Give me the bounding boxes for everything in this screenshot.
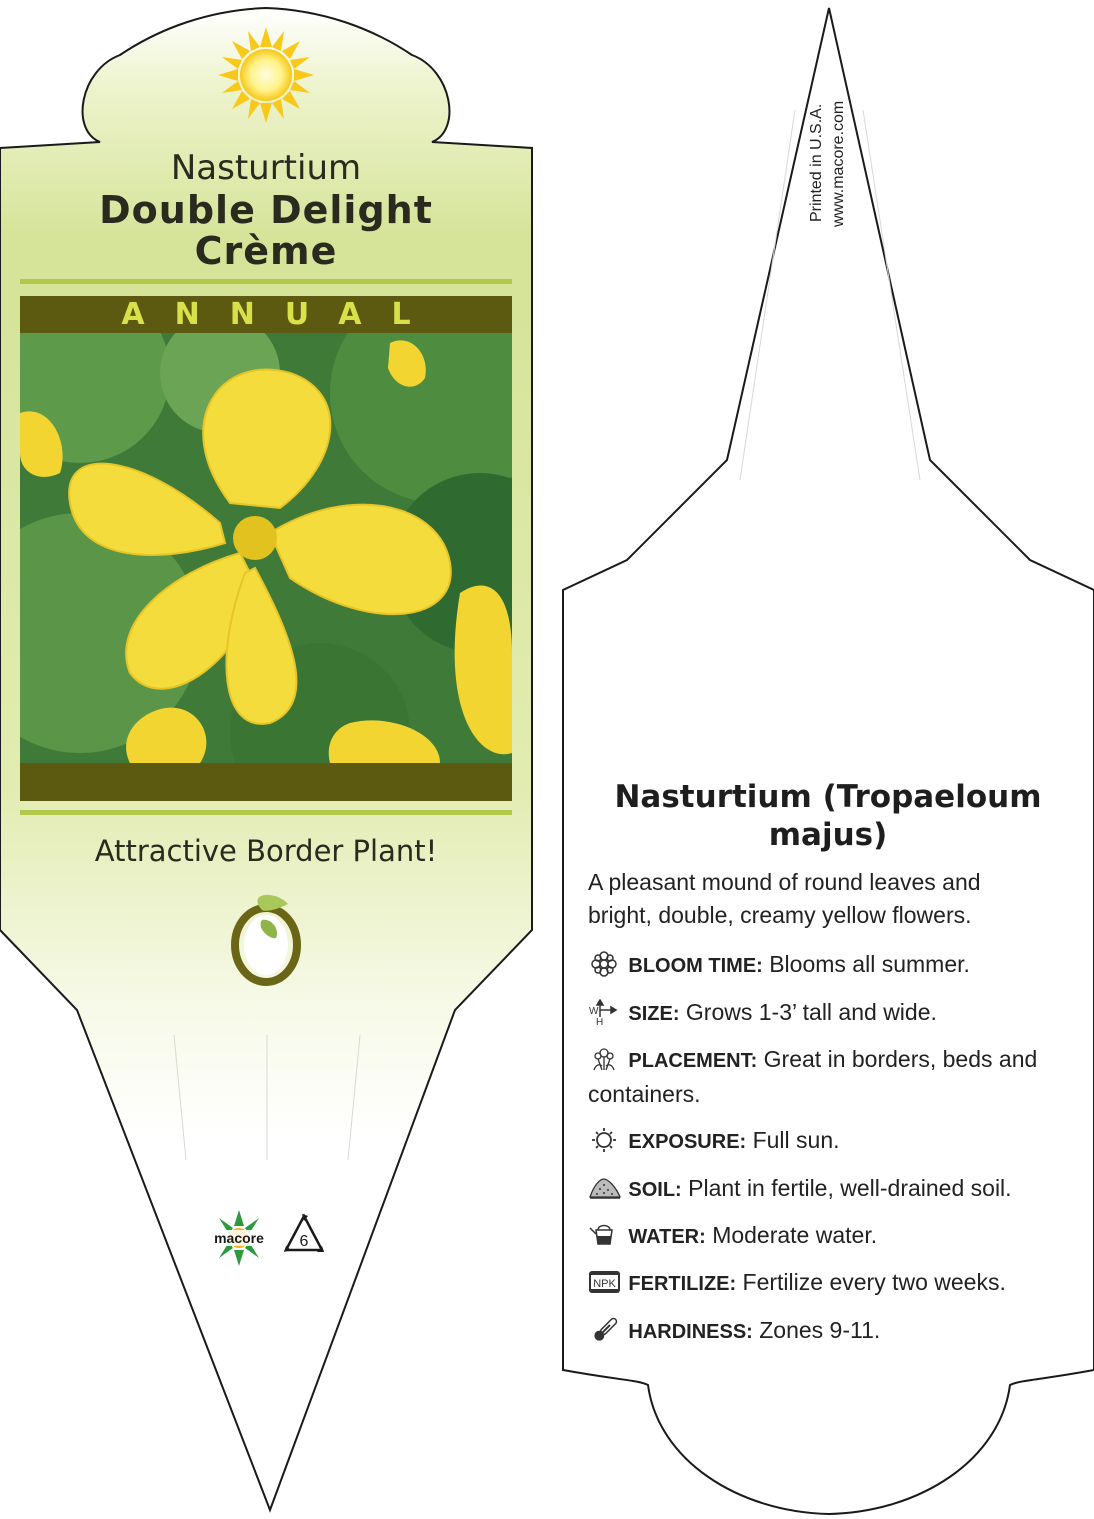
care-label: BLOOM TIME: <box>628 955 763 977</box>
care-value: Moderate water. <box>712 1222 878 1248</box>
care-value: Plant in fertile, well-drained soil. <box>688 1175 1012 1201</box>
placement-icon <box>588 1046 622 1072</box>
care-value: Blooms all summer. <box>769 951 970 977</box>
size-arrows-icon <box>588 999 622 1025</box>
thermometer-icon <box>588 1317 622 1343</box>
size-w: W <box>589 1006 599 1017</box>
rule-bottom <box>20 810 512 815</box>
care-value: Great in borders, beds and containers. <box>588 1046 1038 1107</box>
recycle-icon <box>282 1212 326 1258</box>
website: www.macore.com <box>830 100 847 227</box>
sun-icon <box>218 27 314 123</box>
variety-name-line2: Crème <box>194 229 338 273</box>
soil-icon <box>588 1175 622 1201</box>
sun-outline-icon <box>588 1127 622 1153</box>
recycle-code: 6 <box>299 1233 309 1250</box>
care-hardiness <box>588 1314 1058 1349</box>
bottom-band <box>20 763 512 801</box>
care-label: FERTILIZE: <box>628 1273 737 1295</box>
category-label: ANNUAL <box>121 297 441 332</box>
plant-photo <box>20 333 512 763</box>
printed-in: Printed in U.S.A. <box>808 103 825 222</box>
care-water <box>588 1219 1058 1254</box>
print-info <box>808 62 848 232</box>
size-h: H <box>596 1017 604 1025</box>
npk-text: NPK <box>593 1278 616 1290</box>
tagline: Attractive Border Plant! <box>94 834 438 868</box>
care-label: HARDINESS: <box>628 1321 753 1343</box>
care-exposure <box>588 1124 1058 1159</box>
brand-name: macore <box>214 1230 264 1246</box>
care-value: Full sun. <box>752 1127 840 1153</box>
care-value: Zones 9-11. <box>759 1317 881 1343</box>
common-name: Nasturtium <box>170 148 362 188</box>
flower-icon <box>588 951 622 977</box>
variety-name-line1: Double Delight <box>99 188 433 232</box>
npk-icon <box>588 1269 622 1295</box>
care-bloom-time <box>588 948 1058 983</box>
care-size <box>588 996 1058 1031</box>
care-value: Fertilize every two weeks. <box>742 1269 1006 1295</box>
care-label: SOIL: <box>628 1179 682 1201</box>
macore-logo-icon <box>204 1208 274 1268</box>
care-label: EXPOSURE: <box>628 1131 747 1153</box>
care-label: WATER: <box>628 1226 706 1248</box>
care-placement <box>588 1043 1058 1111</box>
care-label: PLACEMENT: <box>628 1050 758 1072</box>
description: A pleasant mound of round leaves and bright, double, creamy yellow flowers. <box>588 869 981 928</box>
back-title: Nasturtium (Tropaeloum majus) <box>614 779 1042 853</box>
care-soil <box>588 1172 1058 1207</box>
care-label: SIZE: <box>628 1003 680 1025</box>
care-fertilize <box>588 1266 1058 1301</box>
watering-can-icon <box>588 1222 622 1248</box>
rule-top <box>20 279 512 284</box>
care-value: Grows 1-3’ tall and wide. <box>685 999 937 1025</box>
